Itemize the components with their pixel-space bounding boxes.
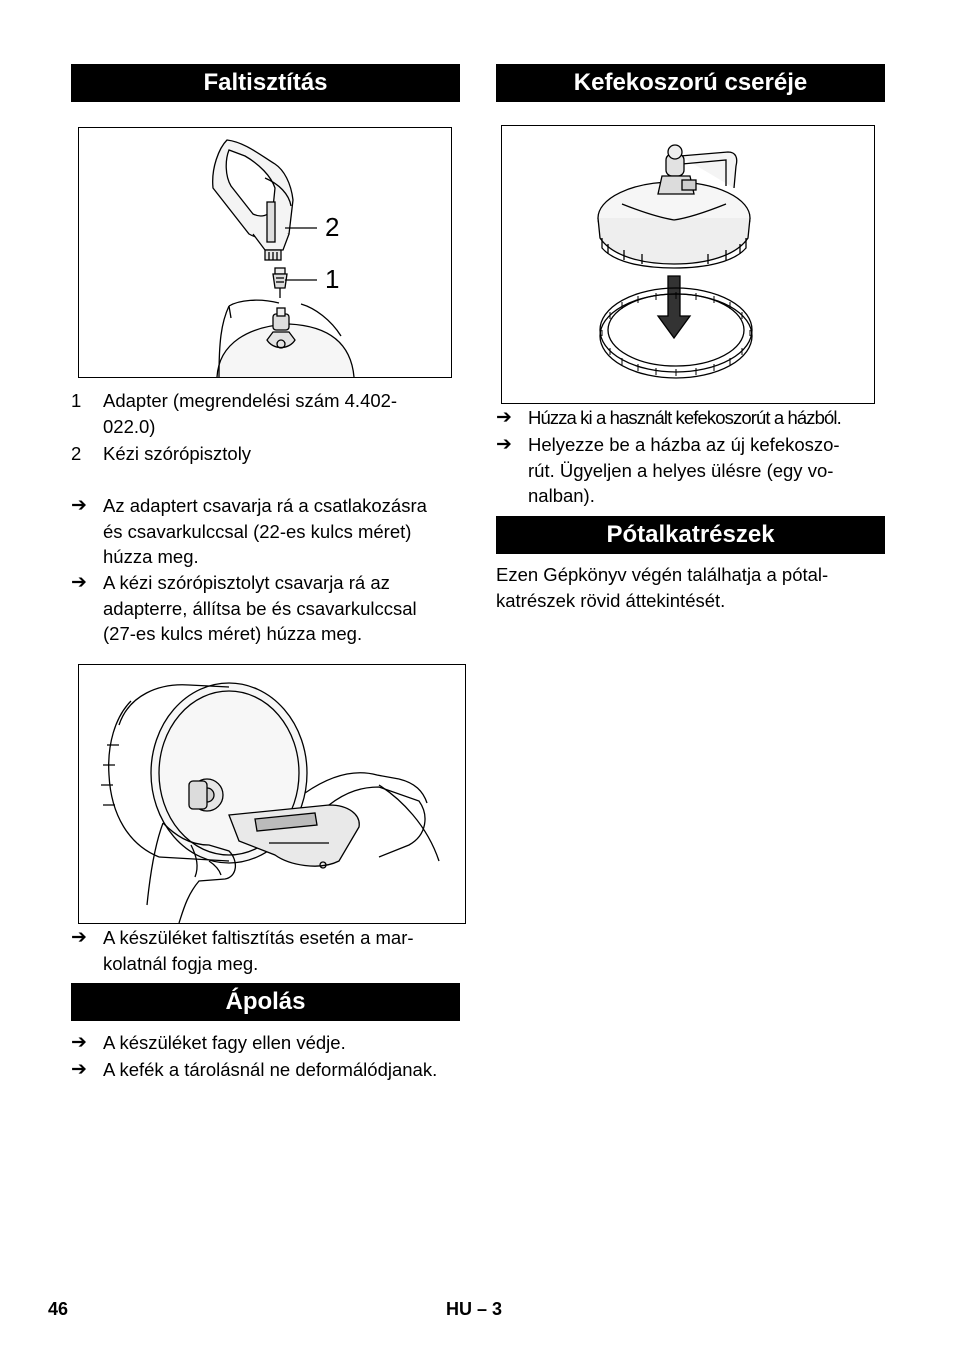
arrow-right-icon: ➔ xyxy=(71,1058,87,1080)
arrow-right-icon: ➔ xyxy=(71,1031,87,1053)
heading-kefekoszoru: Kefekoszorú cseréje xyxy=(496,64,885,102)
care-item-frost xyxy=(71,1030,460,1056)
section-marker: HU – 3 xyxy=(446,1299,503,1319)
care-item-brushes xyxy=(71,1057,460,1083)
legend-item-2 xyxy=(71,441,460,467)
step-screw-adapter xyxy=(71,493,460,570)
paragraph-line: Ezen Gépkönyv végén találhatja a pótal- xyxy=(496,564,829,585)
heading-potalkatreszek: Pótalkatrészek xyxy=(496,516,885,554)
legend-text-line2: 022.0) xyxy=(103,415,156,437)
legend-text-line1: Kézi szórópisztoly xyxy=(103,443,252,464)
legend-text-line1: Adapter (megrendelési szám 4.402- xyxy=(103,390,398,411)
callout-2: 2 xyxy=(325,212,340,242)
step-line: Az adaptert csavarja rá a csatlakozásra xyxy=(103,495,427,516)
callout-1: 1 xyxy=(325,264,340,294)
step-pull-out-ring xyxy=(496,405,885,431)
heading-apolas: Ápolás xyxy=(71,983,460,1021)
legend-number: 1 xyxy=(71,390,82,411)
step-line: rút. Ügyeljen a helyes ülésre (egy vo- xyxy=(528,459,834,481)
arrow-right-icon: ➔ xyxy=(496,433,512,455)
figure-adapter-assembly xyxy=(78,127,452,378)
brush-ring-illustration xyxy=(502,126,874,403)
adapter-illustration xyxy=(79,128,451,377)
step-line: A kézi szórópisztolyt csavarja rá az xyxy=(103,572,390,593)
step-insert-new-ring xyxy=(496,432,885,509)
step-line: Húzza ki a használt kefekoszorút a házból. xyxy=(528,407,841,428)
step-line: (27-es kulcs méret) húzza meg. xyxy=(103,623,363,644)
paragraph-line: katrészek rövid áttekintését. xyxy=(496,589,726,611)
step-line: nalban). xyxy=(528,485,595,506)
step-line: Helyezze be a házba az új kefekoszo- xyxy=(528,434,840,455)
care-text: A készüléket fagy ellen védje. xyxy=(103,1032,346,1053)
page-number: 46 xyxy=(48,1299,69,1319)
step-line: húzza meg. xyxy=(103,546,199,567)
arrow-right-icon: ➔ xyxy=(496,406,512,428)
figure-wall-cleaning xyxy=(78,664,466,924)
arrow-right-icon: ➔ xyxy=(71,494,87,516)
spare-parts-paragraph xyxy=(496,562,885,614)
step-line: kolatnál fogja meg. xyxy=(103,952,259,974)
step-line: és csavarkulccsal (22-es kulcs méret) xyxy=(103,520,412,542)
heading-faltisztitas: Faltisztítás xyxy=(71,64,460,102)
wall-cleaning-illustration xyxy=(79,665,465,923)
legend-number: 2 xyxy=(71,443,82,464)
arrow-right-icon: ➔ xyxy=(71,571,87,593)
step-line: adapterre, állítsa be és csavarkulccsal xyxy=(103,597,417,619)
arrow-right-icon: ➔ xyxy=(71,926,87,948)
step-hold-handle xyxy=(71,925,460,977)
step-screw-spray-gun xyxy=(71,570,460,647)
step-line: A készüléket faltisztítás esetén a mar- xyxy=(103,927,414,948)
care-text: A kefék a tárolásnál ne deformálódjanak. xyxy=(103,1059,438,1080)
figure-brush-ring-replacement xyxy=(501,125,875,404)
legend-item-1 xyxy=(71,388,460,440)
